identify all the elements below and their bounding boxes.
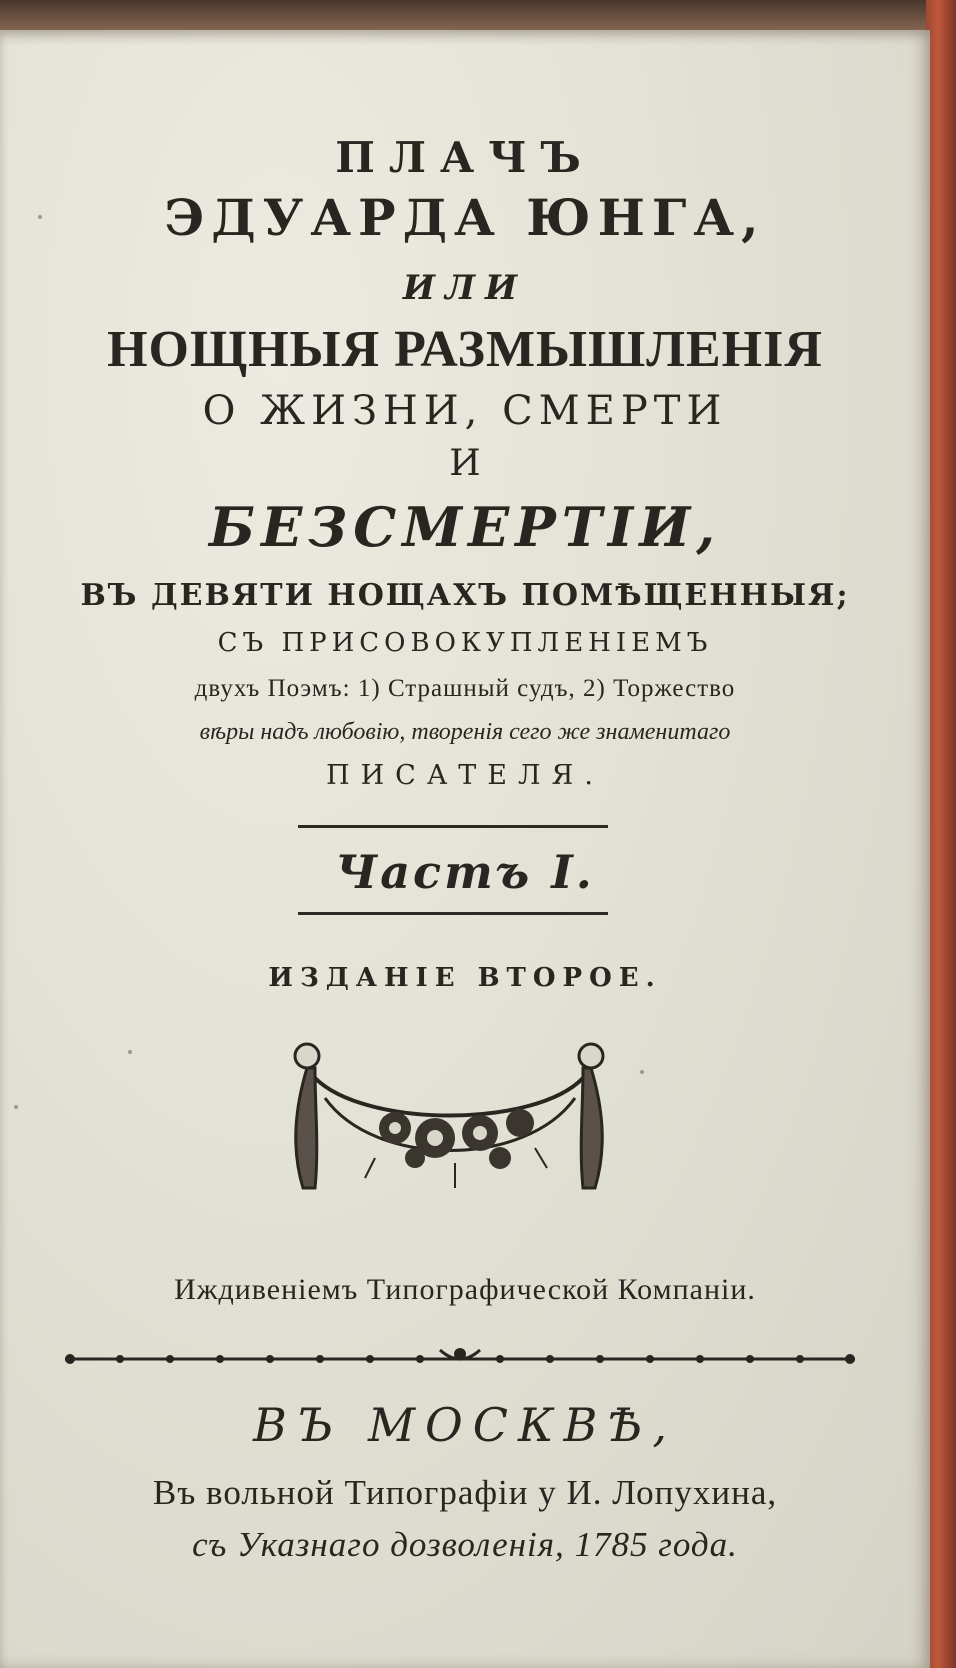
- part-label: Частъ I.: [335, 845, 595, 899]
- press-line: Въ вольной Типографіи у И. Лопухина,: [152, 1473, 778, 1512]
- subtitle-nine-nights: ВЪ ДЕВЯТИ НОЩАХЪ ПОМѢЩЕННЫЯ;: [80, 578, 850, 613]
- subtitle-writer: ПИСАТЕЛЯ.: [326, 760, 604, 791]
- title-line-i: И: [449, 443, 481, 484]
- floral-garland-icon: [285, 1038, 615, 1208]
- paper-speck: [128, 1050, 132, 1054]
- subtitle-addition: СЪ ПРИСОВОКУПЛЕНІЕМЪ: [217, 628, 713, 658]
- title-line-ili: ИЛИ: [402, 268, 528, 308]
- title-page: [0, 30, 930, 1668]
- title-line-main: НОЩНЫЯ РАЗМЫШЛЕНІЯ: [107, 321, 823, 378]
- title-line-author: ЭДУАРДА ЮНГА,: [164, 188, 766, 247]
- subtitle-two-poems: двухъ Поэмъ: 1) Страшный судъ, 2) Торжество: [194, 675, 736, 702]
- publisher-line: Иждивеніемъ Типографической Компаніи.: [174, 1273, 756, 1306]
- decorative-border-icon: [60, 1348, 860, 1370]
- title-line-bezsmertii: БЕЗСМЕРТІИ,: [208, 495, 722, 559]
- title-line-plach: ПЛАЧЪ: [335, 133, 595, 182]
- book-top-edge: [0, 0, 956, 34]
- subtitle-faith: вѣры надъ любовію, творенія сего же знаменитаго: [199, 719, 731, 745]
- divider-top: [298, 825, 608, 828]
- permission-line: съ Указнаго дозволенія, 1785 года.: [192, 1525, 738, 1564]
- book-spine: [926, 0, 956, 1668]
- city-line: ВЪ МОСКВѢ,: [252, 1398, 678, 1452]
- edition-label: ИЗДАНІЕ ВТОРОЕ.: [268, 963, 662, 993]
- paper-speck: [14, 1105, 18, 1109]
- divider-bottom: [298, 912, 608, 915]
- paper-speck: [640, 1070, 644, 1074]
- title-line-zhizni: О ЖИЗНИ, СМЕРТИ: [202, 388, 728, 434]
